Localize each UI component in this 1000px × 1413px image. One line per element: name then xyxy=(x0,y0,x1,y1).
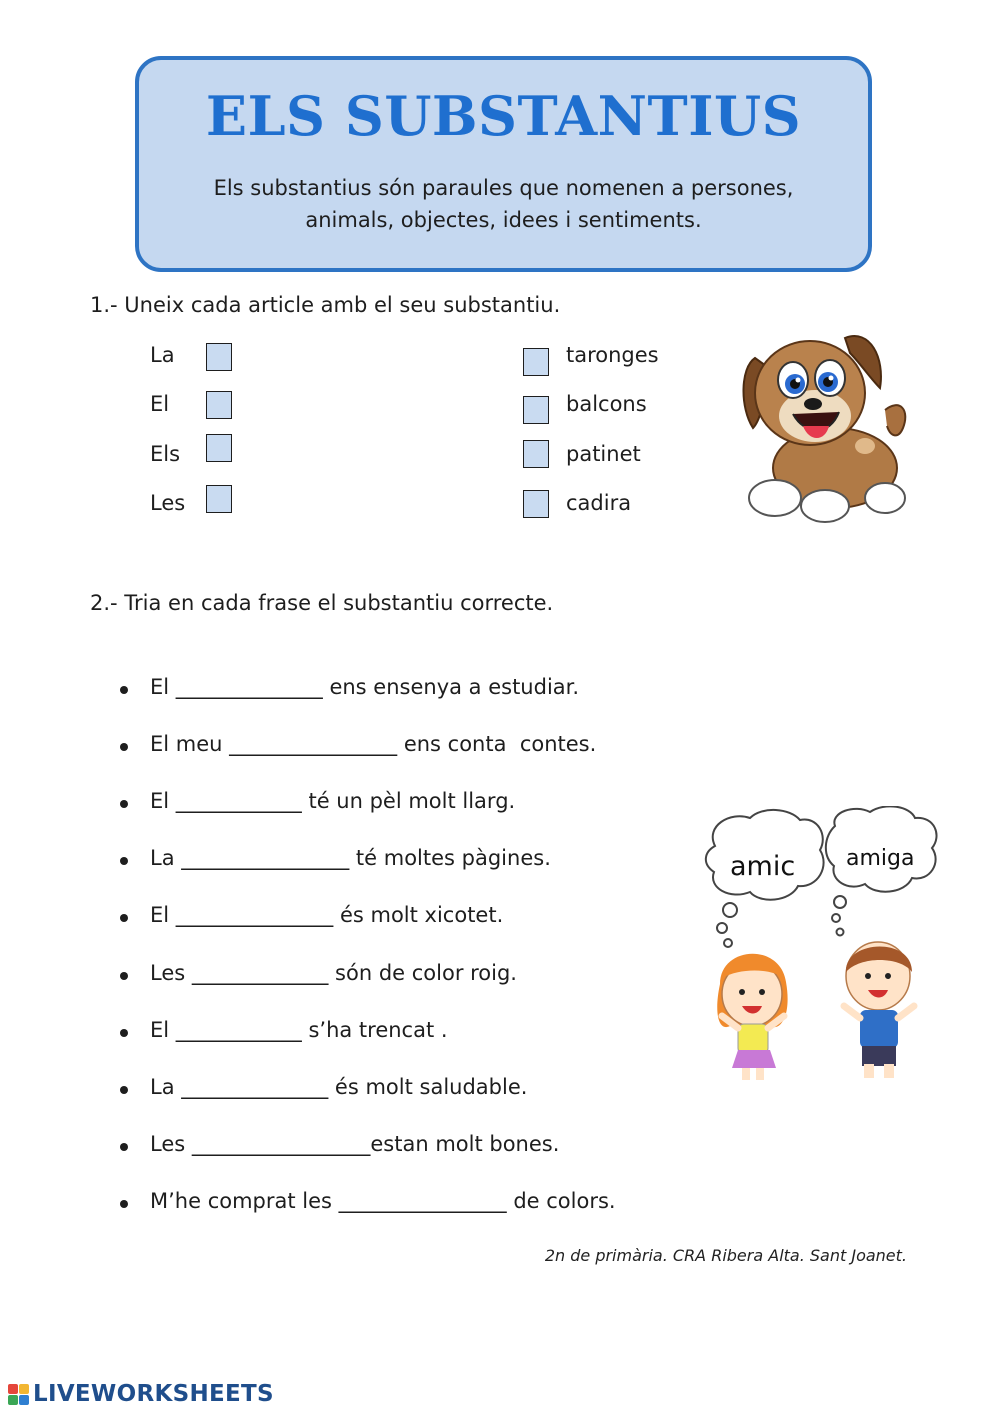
noun-label: cadira xyxy=(566,491,632,515)
noun-match-box-cadira[interactable] xyxy=(523,490,549,518)
bubble-left-text: amic xyxy=(730,851,796,882)
bullet xyxy=(120,857,128,865)
kids-illustration xyxy=(700,806,945,1084)
article-label: Els xyxy=(150,442,181,466)
sentence-1: El ______________ ens ensenya a estudiar. xyxy=(150,675,580,699)
bullet xyxy=(120,1086,128,1094)
sentence-4: La ________________ té moltes pàgines. xyxy=(150,846,551,870)
bullet xyxy=(120,686,128,694)
sentence-10: M’he comprat les ________________ de colors. xyxy=(150,1189,616,1213)
sentence-5: El _______________ és molt xicotet. xyxy=(150,903,504,927)
article-label: El xyxy=(150,392,170,416)
article-label: Les xyxy=(150,491,186,515)
exercise1-prompt: 1.- Uneix cada article amb el seu substantiu. xyxy=(90,293,561,317)
bubble-right-text: amiga xyxy=(846,846,915,871)
liveworksheets-brand[interactable]: LIVEWORKSHEETS xyxy=(33,1381,274,1407)
article-match-box-els[interactable] xyxy=(206,434,232,462)
bullet xyxy=(120,1029,128,1037)
bullet xyxy=(120,1200,128,1208)
bullet xyxy=(120,1143,128,1151)
exercise2-prompt: 2.- Tria en cada frase el substantiu correcte. xyxy=(90,591,554,615)
page-title: ELS SUBSTANTIUS xyxy=(205,84,802,148)
noun-label: patinet xyxy=(566,442,641,466)
noun-match-box-balcons[interactable] xyxy=(523,396,549,424)
noun-match-box-patinet[interactable] xyxy=(523,440,549,468)
sentence-6: Les _____________ són de color roig. xyxy=(150,961,517,985)
article-match-box-les[interactable] xyxy=(206,485,232,513)
sentence-2: El meu ________________ ens conta contes. xyxy=(150,732,597,756)
bullet xyxy=(120,800,128,808)
noun-label: taronges xyxy=(566,343,659,367)
noun-label: balcons xyxy=(566,392,647,416)
bullet xyxy=(120,972,128,980)
article-match-box-el[interactable] xyxy=(206,391,232,419)
noun-match-box-taronges[interactable] xyxy=(523,348,549,376)
article-match-box-la[interactable] xyxy=(206,343,232,371)
footer-credit: 2n de primària. CRA Ribera Alta. Sant Joanet. xyxy=(544,1246,907,1265)
sentence-9: Les _________________estan molt bones. xyxy=(150,1132,560,1156)
sentence-8: La ______________ és molt saludable. xyxy=(150,1075,528,1099)
article-label: La xyxy=(150,343,175,367)
puppy-illustration xyxy=(735,318,915,526)
title-box xyxy=(135,56,872,272)
bullet xyxy=(120,914,128,922)
sentence-3: El ____________ té un pèl molt llarg. xyxy=(150,789,516,813)
liveworksheets-logo-icon xyxy=(8,1384,30,1406)
intro-line-1: Els substantius són paraules que nomenen a persones, xyxy=(213,176,794,200)
sentence-7: El ____________ s’ha trencat . xyxy=(150,1018,448,1042)
bullet xyxy=(120,743,128,751)
intro-text xyxy=(159,172,848,236)
intro-line-2: animals, objectes, idees i sentiments. xyxy=(305,208,702,232)
